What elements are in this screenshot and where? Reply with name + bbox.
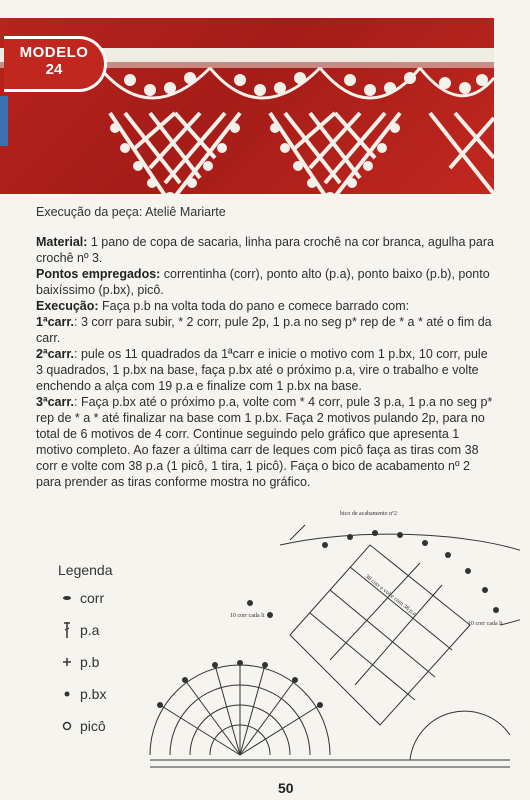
row3-paragraph <box>36 394 498 490</box>
instructions-text <box>36 234 498 490</box>
page-number: 50 <box>278 780 294 796</box>
diagram-label-right: 10 corr cada lt <box>468 621 503 627</box>
legend-label: p.bx <box>80 686 107 702</box>
crochet-chart <box>130 505 520 780</box>
pb-symbol-icon <box>58 657 76 667</box>
exec-paragraph <box>36 298 498 314</box>
piece-credit: Execução da peça: Ateliê Mariarte <box>36 205 226 219</box>
row1-paragraph <box>36 314 498 346</box>
material-text: 1 pano de copa de sacaria, linha para crochê na cor branca, agulha para crochê nº 3. <box>36 235 494 265</box>
blue-accent-strip <box>0 96 8 146</box>
points-label: Pontos empregados: <box>36 267 161 281</box>
legend-label: p.b <box>80 654 100 670</box>
diagram-label-middle: 38 corr e volte com 38 p.a <box>363 573 417 618</box>
diagram-label-left: 10 corr cada lt <box>230 613 265 619</box>
legend-title: Legenda <box>58 562 113 578</box>
model-badge <box>4 36 107 92</box>
legend-label: p.a <box>80 622 100 638</box>
legend-label: picô <box>80 718 106 734</box>
row1-label: 1ªcarr. <box>36 315 74 329</box>
legend-label: corr <box>80 590 105 606</box>
row2-label: 2ªcarr. <box>36 347 74 361</box>
row3-text: : Faça p.bx até o próximo p.a, volte com * 4 corr, pule 3 p.a, 1 p.a no seg p* rep de * a * até finalizar na base com 1 p.bx. Faça 2 motivos pulando 2p, para no total de 6 motivos de 4 corr. Continue seguindo pelo gráfico que apresenta 1 motivo completo. Ao fazer a última carr de leques com picô faça as tiras com 38 corr e volte com 38 p.a (1 picô, 1 tira, 1 picô). Faça o bico de acabamento nº 2 para prender as tiras conforme mostra no gráfico. <box>36 395 493 489</box>
pa-symbol-icon <box>58 620 76 640</box>
row2-text: : pule os 11 quadrados da 1ªcarr e inicie o motivo com 1 p.bx, 10 corr, pule 3 quadrados, 1 p.bx na base, faça p.bx até o próximo p.a, vire o trabalho e volte enchendo a alça com 19 p.a e finalize com 1 p.bx na base. <box>36 347 488 393</box>
exec-text: Faça p.b na volta toda do pano e comece barrado com: <box>98 299 410 313</box>
points-paragraph <box>36 266 498 298</box>
corr-symbol-icon <box>58 595 76 601</box>
row2-paragraph <box>36 346 498 394</box>
material-paragraph <box>36 234 498 266</box>
crochet-chart-svg <box>130 505 520 775</box>
diagram-label-top: bico de acabamento nº2 <box>340 511 398 517</box>
model-number: 24 <box>45 61 63 78</box>
material-label: Material: <box>36 235 88 249</box>
row1-text: : 3 corr para subir, * 2 corr, pule 2p, 1 p.a no seg p* rep de * a * até o fim da carr. <box>36 315 492 345</box>
points-text: correntinha (corr), ponto alto (p.a), ponto baixo (p.b), ponto baixíssimo (p.bx), picô. <box>36 267 490 297</box>
pbx-symbol-icon <box>58 690 76 698</box>
pico-symbol-icon <box>58 721 76 731</box>
row3-label: 3ªcarr. <box>36 395 74 409</box>
exec-label: Execução: <box>36 299 99 313</box>
model-label: MODELO <box>19 44 89 61</box>
